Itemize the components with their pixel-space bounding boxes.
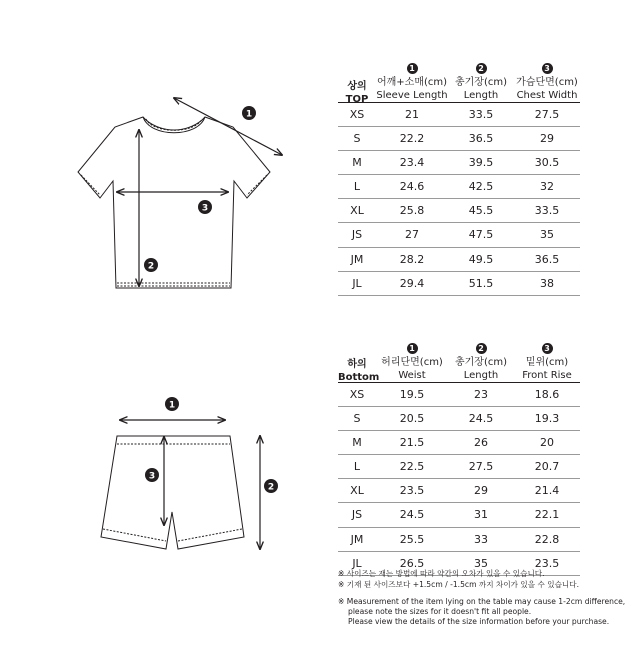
table-row: XS 19.5 23 18.6: [338, 383, 580, 407]
note-kr-2: ※ 기재 된 사이즈보다 +1.5cm / -1.5cm 까지 차이가 있을 수 있습니다.: [338, 580, 579, 589]
svg-text:2: 2: [267, 482, 275, 493]
marker-waist: [165, 397, 179, 411]
top-col-length: 2 총기장(cm) Length: [454, 64, 508, 101]
top-title-en: TOP: [345, 94, 369, 105]
bottom-table-body: [338, 383, 580, 576]
svg-text:1: 1: [245, 109, 253, 120]
table-row: S 20.5 24.5 19.3: [338, 407, 580, 431]
note-kr-1: ※ 사이즈는 재는 방법에 따라 약간의 오차가 있을 수 있습니다.: [338, 569, 545, 578]
note-en-3: Please view the details of the size information before your purchase.: [348, 617, 610, 626]
col-number-badge: 1: [407, 63, 418, 74]
table-row: XS 21 33.5 27.5: [338, 103, 580, 127]
marker-front-rise: [145, 468, 159, 482]
table-row: M 23.4 39.5 30.5: [338, 151, 580, 175]
col-number-badge: 3: [542, 63, 553, 74]
table-row: JL 26.5 35 23.5: [338, 552, 580, 576]
top-table-header: [338, 62, 580, 103]
table-row: L 22.5 27.5 20.7: [338, 455, 580, 479]
top-table-body: [338, 103, 580, 296]
table-row: JS 24.5 31 22.1: [338, 503, 580, 527]
svg-text:1: 1: [168, 400, 176, 411]
table-row: JS 27 47.5 35: [338, 223, 580, 247]
col-number-badge: 1: [407, 343, 418, 354]
table-row: JL 29.4 51.5 38: [338, 272, 580, 296]
col-number-badge: 3: [542, 343, 553, 354]
table-row: M 21.5 26 20: [338, 431, 580, 455]
table-row: L 24.6 42.5 32: [338, 175, 580, 199]
col-number-badge: 2: [476, 63, 487, 74]
note-en-2: please note the sizes for it doesn't fit all people.: [348, 607, 532, 616]
bottom-col-length: 2 총기장(cm) Length: [454, 344, 508, 381]
marker-shorts-length: [264, 479, 278, 493]
table-row: XL 23.5 29 21.4: [338, 479, 580, 503]
size-notes: [338, 568, 638, 627]
top-size-table: [338, 62, 580, 296]
top-title-kr: 상의: [347, 81, 367, 92]
table-row: XL 25.8 45.5 33.5: [338, 199, 580, 223]
bottom-size-table: [338, 342, 580, 576]
bottom-title-kr: 하의: [347, 359, 367, 370]
svg-text:3: 3: [148, 471, 156, 482]
svg-text:2: 2: [147, 261, 155, 272]
col-number-badge: 2: [476, 343, 487, 354]
svg-text:3: 3: [201, 203, 209, 214]
table-row: JM 28.2 49.5 36.5: [338, 248, 580, 272]
bottom-table-header: [338, 342, 580, 383]
top-col-chest: 3 가슴단면(cm) Chest Width: [516, 64, 578, 101]
bottom-title-en: Bottom: [338, 372, 380, 383]
table-row: JM 25.5 33 22.8: [338, 528, 580, 552]
table-row: S 22.2 36.5 29: [338, 127, 580, 151]
shorts-outline: [101, 436, 244, 549]
bottom-col-front-rise: 3 밑위(cm) Front Rise: [522, 344, 572, 381]
note-en-1: ※ Measurement of the item lying on the table may cause 1-2cm difference,: [338, 597, 626, 606]
top-col-sleeve: 1 어깨+소매(cm) Sleeve Length: [376, 64, 448, 101]
bottom-col-waist: 1 허리단면(cm) Weist: [381, 344, 443, 381]
